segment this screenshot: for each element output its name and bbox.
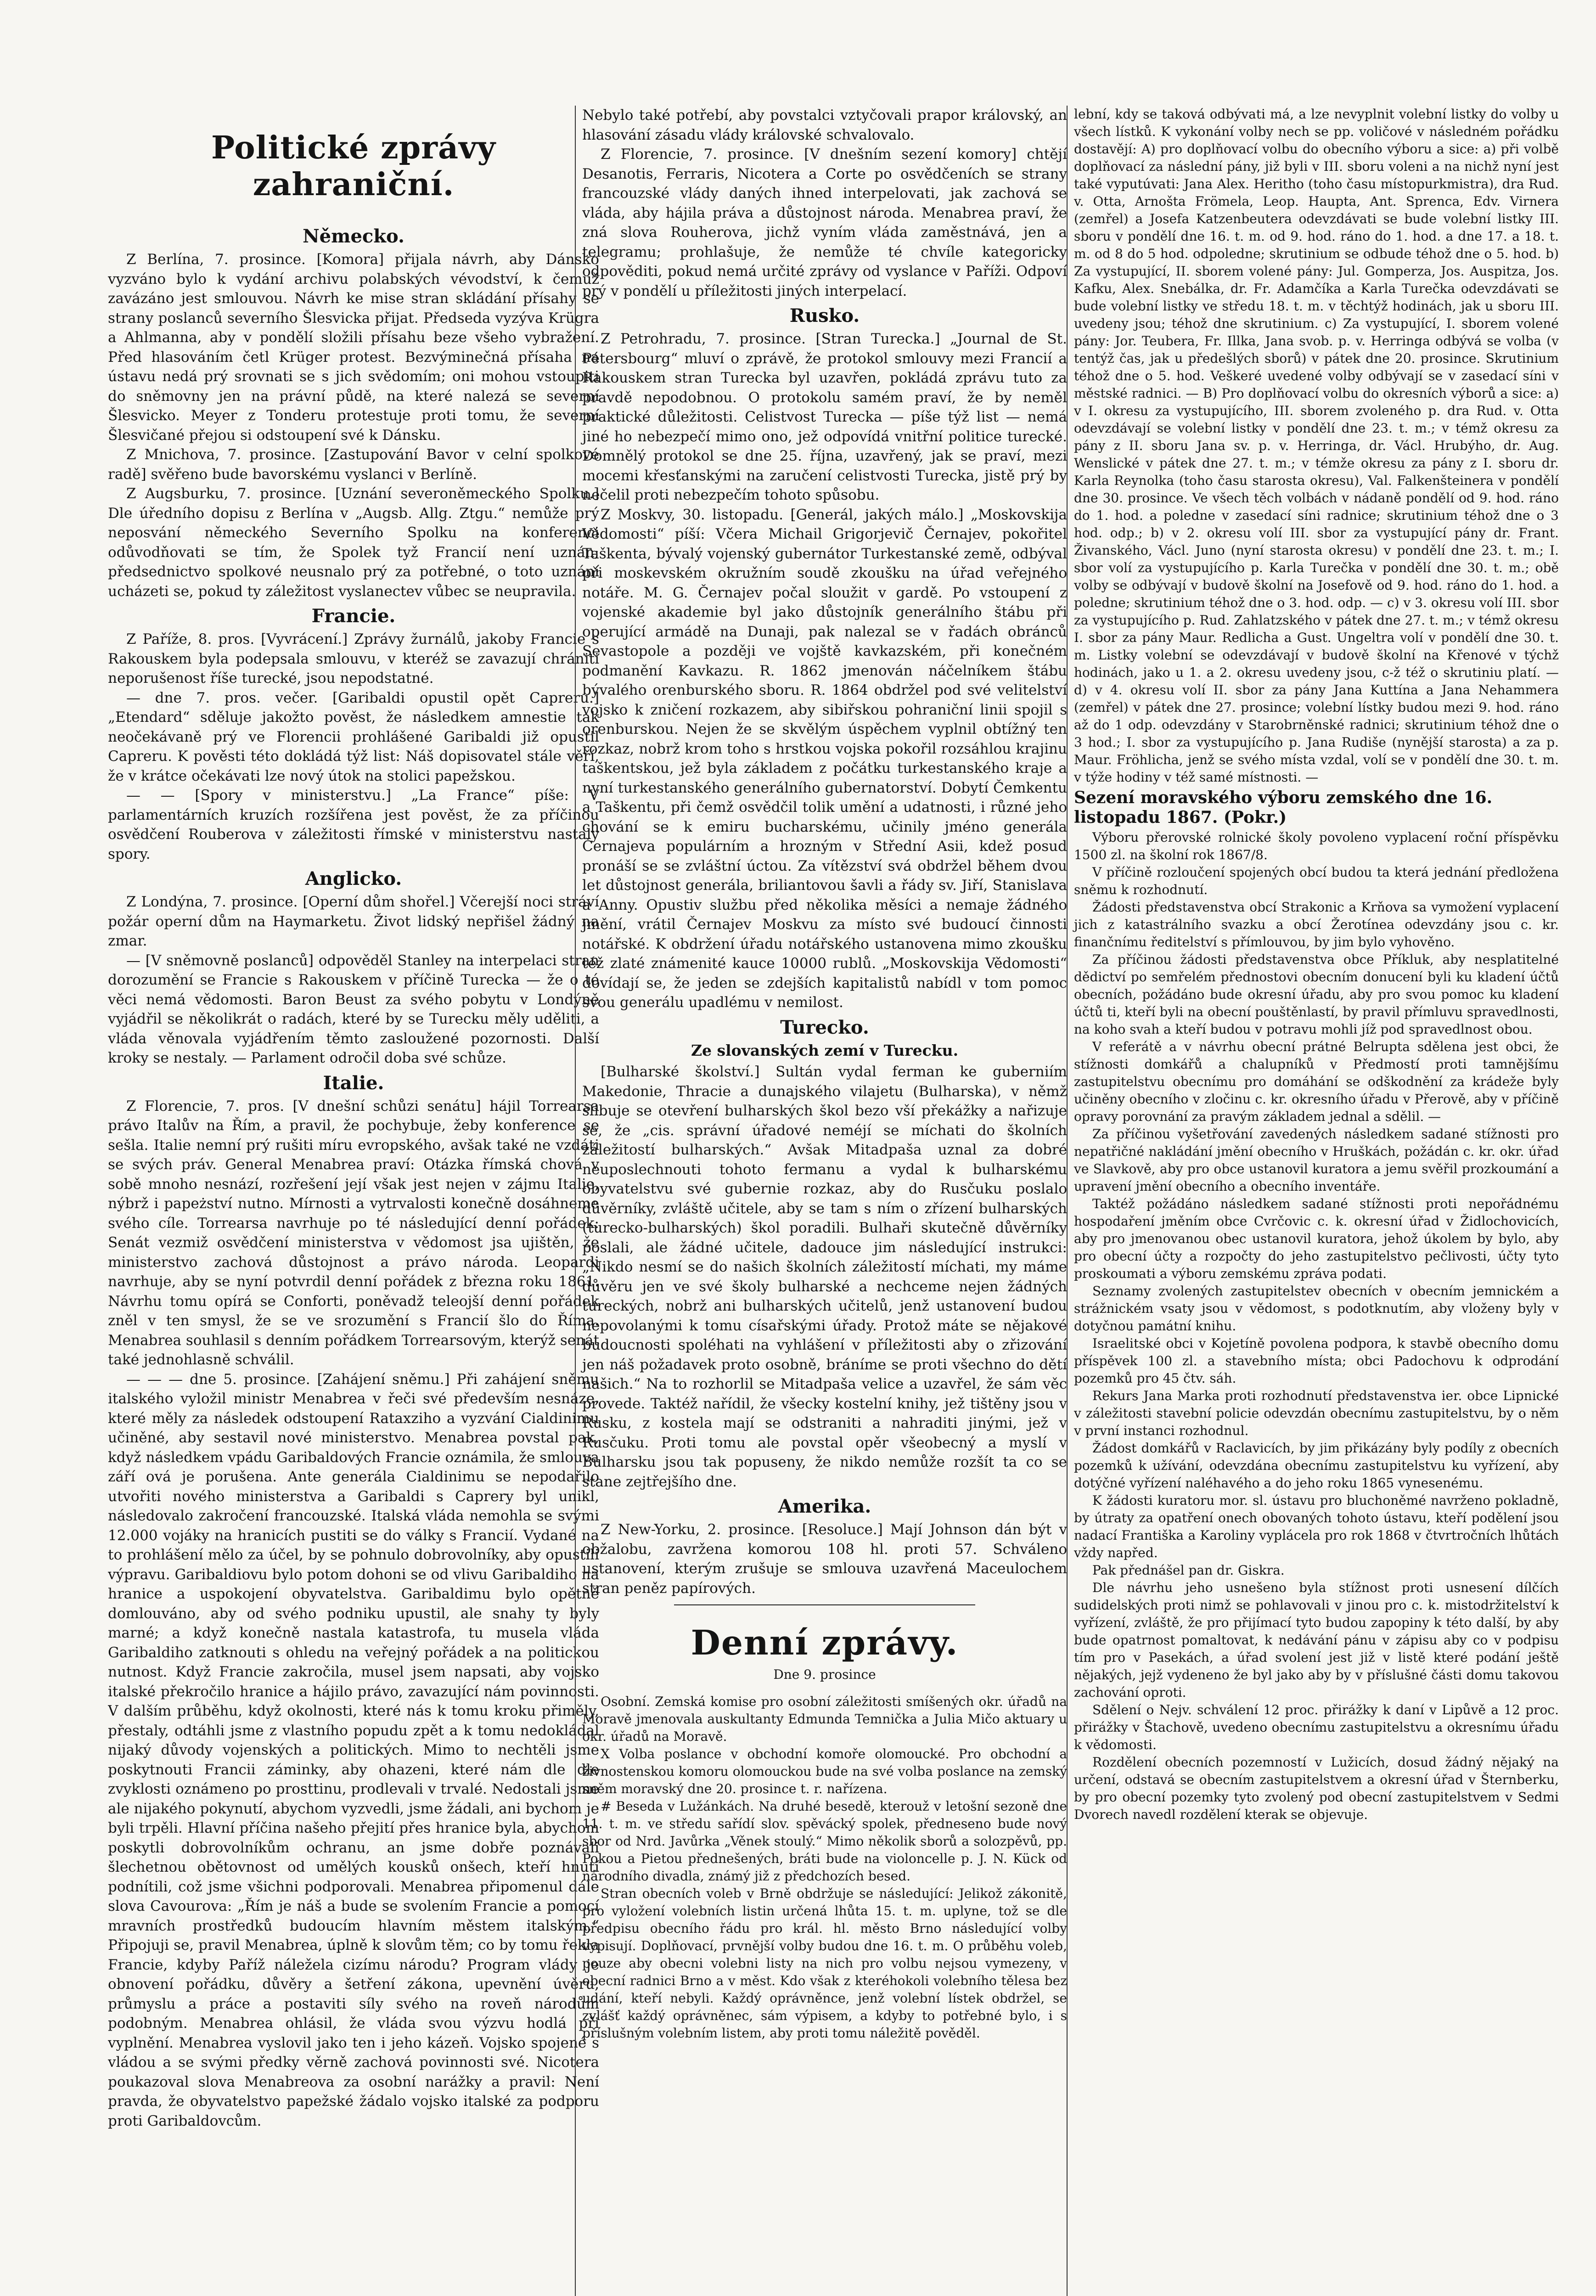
article-pariz-3: — — [Spory v ministerstvu.] „La France“ píše: V parlamentárních kruzích rozšířena jest pověst, že za příčinou osvědčení Rouberova v záležitosti římské v ministerstvu nastaly spory. [108, 787, 599, 862]
article-pariz-1: Z Paříže, 8. pros. [Vyvrácení.] Zprávy žurnálů, jakoby Francie s Rakouskem byla podepsala smlouvu, v kteréž se zavazují chrániti neporušenost říše turecké, jsou nepodstatné. [108, 631, 599, 687]
item-1: Výboru přerovské rolnické školy povoleno vyplacení roční příspěvku 1500 zl. na školní rok 1867/8. [1074, 830, 1559, 862]
heading-rusko: Rusko. [789, 305, 860, 326]
column-2 [575, 106, 1067, 2296]
heading-sezeni-vyboru: Sezení moravského výboru zemského dne 16. listopadu 1867. (Pokr.) [1074, 788, 1493, 827]
divider [674, 1604, 975, 1605]
article-new-york: Z New-Yorku, 2. prosince. [Resoluce.] Mají Johnson dán být v obžalobu, zavržena komorou 108 hl. proti 57. Schváleno ustanovení, kterým zrušuje se smlouva uzavřená Maceulochem stran peněz papírových. [582, 1521, 1067, 1597]
item-6: Za příčinou vyšetřování zavedených následkem sadané stížnosti pro nepatřičné nakládání jmění obecního v Hruškách, požádán c. kr. okr. úřad ve Slavkově, aby pro obce ustanovil kuratora a jemu svěřil prozkoumání a upravení jmění obecního a obecního inventáře. [1074, 1126, 1559, 1194]
item-5: V referátě a v návrhu obecní prátné Belrupta sdělena jest obci, že stížnosti domkářů a chalupníků v Předmostí proti tamnějšímu zastupitelstvu obecnímu pro domáhání se odškodnění za krádeže byly učiněny obecního v zločinu c. kr. okresního úřadu v Přerově, aby v příčině opravy porovnání za pravým základem jednal a sdělil. — [1074, 1039, 1559, 1124]
article-volby-pokr: lební, kdy se taková odbývati má, a lze nevyplnit volební listky do volby u všech lístků. K vykonání volby nech se pp. voličové v následném pořádku dostavějí: A) pro doplňovací volbu do obecního výboru a sice: a) při volbě doplňovací za následní pány, již byli v III. sboru voleni a na nichž nyní jest také vyputúvati: Jana Alex. Heritho (toho času místopurkmistra), dra Rud. v. Otta, Arnošta Frömela, Leop. Haupta, Ant. Sprenca, Edv. Virnera (zemřel) a Josefa Katzenbeutera odevzdávati se bude volební listky III. sboru v pondělí dne 16. t. m. od 9. hod. ráno do 1. hod. a dne 17. a 18. t. m. od 8 do 5 hod. odpoledne; skrutinium se odbude téhož dne o 5. hod. b) Za vystupující, II. sborem volené pány: Jul. Gomperza, Jos. Auspitza, Jos. Kafku, Alex. Snebálka, dr. Fr. Adamčíka a Karla Turečka odevzdávati se bude volební listky ve středu 18. t. m. v těchtýž hodinách, jak u sboru III. uvedeny jsou; téhož dne skrutinium. c) Za vystupující, I. sborem volené pány: Jor. Teubera, Fr. Illka, Jana svob. p. v. Herringa odbývá se volba (v tentýž čas, jak u předešlých sborů) v pátek dne 20. prosince. Skrutinium téhož dne o 5. hod. Veškeré uvedené volby odbývají se v zasedací síni v městské radnici. — B) Pro doplňovací volbu do okresních výborů a sice: a) v I. okresu za vystupujícího, III. sborem zvoleného p. dra Rud. v. Otta odevzdávají se volební listky v pondělí dne 23. t. m.; v témž okresu za pány z II. sboru Jana sv. p. v. Herringa, dr. Václ. Hrubýho, dr. Aug. Wenslické v pátek dne 27. t. m.; v témže okresu za pány z I. sboru dr. Karla Reynolka (toho času starosta okresu), Val. Falkenšteinera v pondělí dne 30. prosince. Ve všech těch volbách v nádaně pondělí od 9. hod. ráno do 1. hod. a poledne v zasedací síni radnice; skrutinium téhož dne o 3 hod. odp.; b) v 2. okresu volí III. sbor za vystupující pány dr. Frant. Živanského, Václ. Juno (nyní starosta okresu) v pondělí dne 23. t. m.; I. sbor volí za vystupujícího p. Karla Turečka v pondělí dne 30. t. m.; obě volby se odbývají v budově školní na Josefově od 9. hod. ráno do 1. hod. a poledne; skrutinium téhož dne o 3. hod. odp. — c) v 3. okresu volí III. sbor za vystupujícího p. Rud. Zahlatzského v pátek dne 27. t. m.; v témž okresu I. sbor za pány Maur. Redlicha a Gust. Ungeltra volí v pondělí dne 30. t. m. Listky volební se odevzdávají v budově školní na Křenové v týchž hodinách, jako u 1. a 2. okresu uvedeny jsou, c-ž též o skrutiniu platí. — d) v 4. okresu volí II. sbor za pány Jana Kuttína a Jana Nehammera (zemřel) v pátek dne 27. prosince; volební lístky budou mezi 9. hod. ráno až do 1 odp. odevzdány v Starobrněnské radnici; skrutinium téhož dne o 3 hod.; I. sbor za vystupujícího p. Jana Rudiše (nynější starosta) a za p. Maur. Fröhlicha, jenž se svého místa vzdal, volí se v pondělí dne 30. t. m. v týže hodiny v též samé místnosti. — [1074, 107, 1559, 785]
heading-nemecko: Německo. [303, 225, 405, 247]
item-14: Dle návrhu jeho usnešeno byla stížnost proti usnesení dílčích sudidelských proti nimž se pohlavovali v jinou pro c. k. mistodržitelství k vyřízení, zvláště, že pro přijímací tyto budou zapopiny k této další, by aby bude opatrnost pomaltovat, k nedávání pánu v zápisu aby co v podpisu tím pro v Pasekách, a úřad svolení jest již v listě které podání ještě nějakých, jejž vydeneno že byl jako aby by v příslušné části domu takovou zachování oproti. [1074, 1580, 1559, 1700]
column-1 [108, 106, 599, 2296]
news-beseda: # Beseda v Lužánkách. Na druhé besedě, kterouž v letošní sezoně dne 11. t. m. ve středu sařídí slov. spěvácký spolek, předneseno bude nový sbor od Nrd. Javůrka „Věnek stoulý.“ Mimo několik sborů a solozpěvů, pp. Pokou a Pietou přednešených, bráti bude na violoncelle p. J. N. Kück od národního divadla, známý již z předchozích besed. [582, 1798, 1067, 1884]
article-londyn-2: — [V sněmovně poslanců] odpověděl Stanley na interpelaci stran dorozumění se Francie s Rakouskem v příčině Turecka — že o té věci nemá vědomosti. Baron Beust za svého pobytu v Londýně vyjádřil se několikrát o radách, které by se Turecku měly uděliti, a vláda věnovala vyjádřením těmto zasloužené pozornosti. Další kroky se nestaly. — Parlament odročil doba své schůze. [108, 952, 599, 1066]
item-16: Rozdělení obecních pozemností v Lužicích, dosud žádný nějaký na určení, odstavá se obecním zastupitelstvem a okresní úřad v Šternberku, by pro obecní pozemky tyto zvolený pod obecní zastupitelstvem v Sedmi Dvorech navedl rozdělení kterak se objevuje. [1074, 1755, 1559, 1822]
item-12: K žádosti kuratoru mor. sl. ústavu pro bluchoněmé navrženo pokladně, by útraty za opatření onech obovaných tohoto ústavu, kteří podělení jsou nadací Františka a Karoliny vyplácela pro rok 1868 v čtvrtročních lhůtách vždy napřed. [1074, 1493, 1559, 1560]
article-continuation: Nebylo také potřebí, aby povstalci vztyčovali prapor královský, an hlasování zásadu vlády královské schvalovalo. [582, 107, 1067, 143]
article-bulharske-skolstvi: [Bulharské školství.] Sultán vydal ferman ke guberniím Makedonie, Thracie a dunajského vilajetu (Bulharska), v němž slibuje se otevření bulharských škol bezo vší překážky a nařizuje se, že „cis. správní úřadové neméjí se míchati do školních záležitostí bulharských.“ Avšak Mitadpaša uznal za dobré neuposlechnouti tohoto fermanu a vydal k bulharskému obyvatelstvu své gubernie rozkaz, aby do Rusčuku poslalo důvěrníky, zvláště učitele, aby se tam s ním o zřízení bulharských (turecko-bulharských) škol poradili. Bulhaři skutečně důvěrníky poslali, ale žádné učitele, dadouce jim následující instrukci: „Nikdo nesmí se do našich školních záležitostí míchati, my máme důvěru jen ve své školy bulharské a nechceme nejen žádných tureckých, nobrž ani bulharských učitelů, jenž ustanovení budou nepovolanými k tomu císařskými úřady. Protož máte se nějakové budoucnosti spoléhati na vyhlášení v příležitosti aby o zřizování jen náš požadavek proto osobně, bráníme se proti všechno do dětí našich.“ Na to rozhorlil se Mitadpaša velice a uzavřel, že sám věc provede. Taktéž nařídil, že všecky kostelní knihy, jež tištěny jsou v Rusku, z kostela mají se odstraniti a nahraditi jinými, jež v Rusčuku. Proti tomu ale povstal opěr všeobecný a myslí v Bulharsku jsou tak popuseny, že nikdo nemůže rozšít ta co se stane zejtřejšího dne. [582, 1064, 1067, 1490]
article-florencie-1: Z Florencie, 7. pros. [V dnešní schůzi senátu] hájil Torrearsa právo Italův na Řím, a pravil, že pochybuje, žeby konference se sešla. Italie nemní prý rušiti míru evropského, avšak také ne vzdáti se svých práv. General Menabrea praví: Otázka římská chová v sobě mnoho nesnází, rozřešení její však jest nejen v zájmu Italie, nýbrž i papeżství nutno. Mírnosti a vytrvalosti konečně dosáhneme svého cíle. Torrearsa navrhuje po té následující denní pořádek: Senát vezmiž osvědčení ministerstva v vědomost jsa ujištěn, že ministerstvo zachová důstojnost a právo národa. Leopardi navrhuje, aby se nyní potvrdil denní pořádek z března roku 1861. Návrhu tomu opírá se Conforti, poněvadž teleojší denní pořádek zněl v ten smysl, že se ve srozumění s Francií šlo do Říma. Menabrea souhlasil s denním pořádkem Torrearsovým, kterýž senát také jednohlasně schválil. [108, 1097, 599, 1368]
article-pariz-2: — dne 7. pros. večer. [Garibaldi opustil opět Capreru.] „Etendard“ sděluje jakožto pověst, že následkem amnestie tak neočekávaně prý ve Florencii prohlášené Garibaldi již opustil Capreru. K pověsti této dokládá týž list: Náš dopisovatel stále věří, že v krátce očekávati lze nový útok na stolici papežskou. [108, 689, 599, 784]
heading-denni-zpravy: Denní zprávy. [691, 1623, 959, 1663]
article-florencie-3: Z Florencie, 7. prosince. [V dnešním sezení komory] chtějí Desanotis, Ferraris, Nicotera a Corte po osvědčeních se strany francouzské vlády daných ihned interpelovati, jak zachová se vláda, aby hájila práva a důstojnost národa. Menabrea praví, že zná slova Rouherova, jichž vyním vláda zaměstnává, jen a telegramu; prohlašuje, že nemůže té chvíle kategoricky odpověditi, pokud nemá určité zprávy od vyslance v Paříži. Odpoví prý v pondělí u příležitosti jiných interpelací. [582, 146, 1067, 299]
article-florencie-2: — — — dne 5. prosince. [Zahájení sněmu.] Při zahájení sněmu italského vyložil ministr Menabrea v řeči své především nesnáze, které měly za následek odstoupení Rataxziho a vyzvání Cialdinimu učiněné, aby sestavil nové ministerstvo. Menabrea povstal pak, když následkem vpádu Garibaldových Francie oznámila, že smlouva září ová je porušena. Ante generála Cialdinimu se nepodařilo utvořiti nového ministerstva a Garibaldi s Caprery byl unikl, následovalo zakročení francouzské. Italská vláda nemohla se svými 12.000 vojáky na hranicích pustiti se do války s Francií. Vydané na to prohlášení mělo za účel, by se pohnulo dobrovolníky, aby opustili výpravu. Garibaldiovu bylo potom dohoni se od vlivu Garibaldiho na hranice a uspokojení obyvatelstva. Garibaldimu bylo opětně domlouváno, aby od svého podniku upustil, ale snahy ty byly marné; a když konečně nastala katastrofa, tu musela vláda Garibaldiho zatknouti s ohledu na veřejný pořádek a na politickou nutnost. Když Francie zakročila, musel jsem napsati, aby vojsko italské překročilo hranice a hájilo právo, zavazující nám povinnosti. V dalším průběhu, když okolnosti, které nás k tomu kroku přiměly, přestaly, odtáhli jsme z vlastního popudu zpět a k tomu nedokládal nijaký důvody vojenských a politických. Mimo to nechtěli jsme poskytnouti Francii záminky, aby ohazeni, které nám dle dle zvyklosti oznámeno po prosttinu, prodlevali v trvalé. Nedostali jsme ale nijakého pokynutí, abychom vyzvedli, jsme žádali, ani bychom je byli trpěli. Hlavní příčina našeho přejití přes hranice byla, abychom poskytli dobrovolníkům ochranu, an jsme dobře poznávali šlechetnou obětovnost od umělých kousků onšech, kteří hnutí podnítili, což jsme všichni podporovali. Menabrea připomenul dále slova Cavourova: „Řím je náš a bude se svolením Francie a pomocí mravních prostředků budoucím hlavním městem italským.“ Připojuji se, pravil Menabrea, úplně k slovům těm; co by tomu řekla Francie, kdyby Paříž náležela cizímu národu? Program vlády je obnovení pořádku, důvěry a šetření zákona, upevnění úvěru, průmyslu a práce a postaviti síly svého na roveň národům podobným. Menabrea ohlásil, že vláda svou výzvu hodlá při vyplnění. Menabrea vyslovil jako ten i jeho kázeň. Vojsko spojené s vládou a se svými předky věrně zachová povinnosti své. Nicotera poukazoval slova Menabreova za osobní narážky a pravil: Není pravda, že obyvatelstvo papežské žádalo vojsko italské za podporu proti Garibaldovcům. [108, 1371, 599, 2129]
date-line: Dne 9. prosince [773, 1667, 876, 1682]
heading-italie: Italie. [323, 1072, 384, 1094]
article-augsburk: Z Augsburku, 7. prosince. [Uznání severoněmeckého Spolku.] Dle úředního dopisu z Berlína v „Augsb. Allg. Ztgu.“ nemůže prý neposvání německého Severního Spolku na konferenci odůvodňovati se tím, že Spolek tyž Francií není uznán; předsednictvo spolkové neusnalo prý za potřebné, o toto uznání ucházeti se, pokud ty záležitost vyslanectev vůbec se neupravila. [108, 485, 599, 600]
item-13: Pak přednášel pan dr. Giskra. [1092, 1563, 1285, 1578]
item-7: Taktéž požádáno následkem sadané stížnosti proti nepořádnému hospodaření jměním obce Cvrčovic c. k. okresní úřad v Židlochovicích, aby pro jmenovanou obec ustanovil kuratora, jehož úkolem by bylo, aby pro obecní účty a rozpočty do jeho zastupitelstvo pečlivosti, účty tyto proskoumati a výboru zemskému zpráva podati. [1074, 1196, 1559, 1281]
heading-anglicko: Anglicko. [305, 868, 402, 889]
news-obecni-volby: Stran obecních voleb v Brně obdržuje se následující: Jelikož zákonitě, pro vyložení volebních listin určená lhůta 15. t. m. uplyne, tož se dle předpisu obecního řádu pro král. hl. město Brno následující volby vypisují. Doplňovací, prvnější volby budou dne 16. t. m. O průběhu voleb, pouze aby obecni volebni listy na nich pro volbu nejsou vymezeny, v obecní radnici Brno a v měst. Kdo však z kteréhokoli volebního tělesa bez udání, kteří nebyli. Každý oprávněnce, jenž volební lístek obdržel, se zvlášť každý oprávněnec, sám výpisem, a kdyby to potřebné bylo, i s příslušným volebním listem, aby proti tomu náležitě pověděl. [582, 1885, 1067, 2041]
heading-turecko: Turecko. [780, 1016, 869, 1038]
item-10: Rekurs Jana Marka proti rozhodnutí představenstva ier. obce Lipnické v záležitosti stavební policie odevzdán obecnímu zastupitelstvu, by o něm v první instanci rozhodnul. [1074, 1388, 1559, 1438]
column-3 [1067, 106, 1559, 2296]
section-title-politicke-zpravy: Politické zprávy zahraniční. [211, 129, 496, 203]
item-15: Sdělení o Nejv. schválení 12 proc. přirážky k daní v Lipůvě a 12 proc. přirážky v Štachově, uvedeno obecnímu zastupitelstvu a okresnímu úřadu k vědomosti. [1074, 1702, 1559, 1752]
article-moskva: Z Moskvy, 30. listopadu. [Generál, jakých málo.] „Moskovskija Vědomosti“ píší: Včera Michail Grigorjevič Černajev, pokořitel Taškenta, bývalý vojenský gubernátor Turkestanské země, odbýval při moskevském okružním soudě zkoušku na úřad veřejného notáře. M. G. Černajev počal sloužit v gardě. Po vstoupení z vojenské akademie byl jako důstojník generálního štábu při operující armádě na Dunaji, pak nalezal se v řadách obránců Sevastopole a později ve vojště kavkazském, při konečném podmanění Kavkazu. R. 1862 jmenován náčelníkem štábu bývalého orenburského sboru. R. 1864 obdržel pod své velitelství vojsko k zničení rozkazem, aby sibiřskou pohraniční linii spojil s orenburskou. Nejen že se skvělým úspěchem vyplnil obtížný ten rozkaz, nobrž krom toho s hrstkou vojska pokořil rozsáhlou krajinu taškentskou, jež byla základem z počátku turkestanského kraje a nyní turkestanského generálního gubernatorství. Dobytí Čemkentu a Taškentu, při čemž osvědčil tolik umění a udatnosti, i různé jeho chování se k emiru bucharskému, učinily jméno generála Černajeva populárním a hrozným v Střední Asii, kdež posud pronáší se se zvláštní úctou. Za vítězství svá obdržel během dvou let důstojnost generála, briliantovou šavli a řády sv. Jiří, Stanislava a Anny. Opustiv službu před několika měsíci a nemaje žádného jmění, vrátil Černajev Moskvu za místo své budoucí činnosti notářské. K obdržení úřadu notářského ustanovena mimo zkoušku též zlaté známenité kauce 10000 rublů. „Moskovskija Vědomosti“ dovídají se, že jeden se zdejších kapitalistů nabídl v tom pomoc svou generálu upadlému v nemilost. [582, 506, 1067, 1011]
heading-amerika: Amerika. [778, 1496, 871, 1517]
article-mnichov: Z Mnichova, 7. prosince. [Zastupování Bavor v celní spolkové radě] svěřeno bude bavorskému vyslanci v Berlíně. [108, 446, 599, 483]
subheading-slovanske-zeme: Ze slovanských zemí v Turecku. [691, 1041, 959, 1059]
heading-francie: Francie. [311, 605, 396, 627]
item-2: V příčině rozloučení spojených obcí budou ta která jednání předložena sněmu k rozhodnutí. [1074, 865, 1559, 897]
item-3: Žádosti představenstva obcí Strakonic a Krňova sa vymožení vyplacení jich z katastrálního svazku a obcí Žerotínea odevzdány jsou c. kr. finančnímu ředitelství s přímlouvou, by jim bylo vyhověno. [1074, 900, 1559, 950]
item-8: Seznamy zvolených zastupitelstev obecních v obecním jemnickém a strážnickém vsaty jsou v vědomost, s podotknutím, aby vloženy byly v dotyčnou památní knihu. [1074, 1283, 1559, 1334]
article-petrohrad: Z Petrohradu, 7. prosince. [Stran Turecka.] „Journal de St. Pétersbourg“ mluví o zprávě, že protokol smlouvy mezi Francií a Rakouskem stran Turecka byl uzavřen, pokládá zprávu tuto za pravdě nepodobnou. O protokolu samém praví, že by neměl praktické důležitosti. Celistvost Turecka — píše týž list — nemá jiné ho nebezpečí mimo ono, jež odpovídá vnitřní politice turecké. Domnělý protokol se dne 25. října, uzavřený, jak se praví, mezi mocemi křesťanskými na zaručení celistvosti Turecka, jistě prý by nečelil proti nebezpečím tohoto spůsobu. [582, 331, 1067, 503]
article-londyn-1: Z Londýna, 7. prosince. [Operní dům shořel.] Včerejší noci stráví požár operní dům na Haymarketu. Život lidský nepřišel žádný na zmar. [108, 894, 599, 949]
news-osobni: Osobní. Zemská komise pro osobní záležitosti smíšených okr. úřadů na Moravě jmenovala auskultanty Edmunda Temnička a Julia Mičo aktuary u okr. úřadů na Moravě. [582, 1694, 1067, 1744]
item-11: Žádost domkářů v Raclavicích, by jim přikázány byly podíly z obecních pozemků k užívání, odevzdána obecnímu zastupitelstvu ku vyřízení, aby dotýčné vyřízení naléhavého a do jeho roku 1865 vynesenému. [1074, 1441, 1559, 1491]
item-4: Za příčinou žádosti představenstva obce Příkluk, aby nesplatitelné dědictví po semřelém přednostovi obecním donucení byli ku kladení účtů obecních, požádáno bude okresní úřadu, aby pro svou pomoc ku kladení účtů ti, kteří byli na obecní pouštěnlastí, by pravil přímluvu spravedlnosti, na koho svah a kteří budou v potravu mohli jíž pod spravedlnost obou. [1074, 952, 1559, 1037]
article-berlin: Z Berlína, 7. prosince. [Komora] přijala návrh, aby Dánsko vyzváno bylo k vydání archivu polabských vévodství, k čemuž zavázáno jest smlouvou. Návrh ke mise stran skládání přísahy se strany poslanců severního Šlesvicka přijat. Předseda vyzýva Krügra a Ahlmanna, aby v pondělí složili přísahu beze všeho vybražení. Před hlasováním četl Krüger protest. Bezvýminečná přísaha na ústavu nedá prý srovnati se s jich svědomím; oni mohou vstoupiti do sněmovny jen na právní půdě, na které nalezá se severní Šlesvicko. Meyer z Tonderu protestuje proti tomu, že severní Šlesvičané přejou si odstoupení své k Dánsku. [108, 251, 599, 444]
item-9: Israelitské obci v Kojetíně povolena podpora, k stavbě obecního domu příspěvek 100 zl. a stavebního místa; obci Padochovu k odprodání pozemků pro 45 čtv. sáh. [1074, 1336, 1559, 1386]
news-volba-poslance: X Volba poslance v obchodní komoře olomoucké. Pro obchodní a živnostenskou komoru olomouckou bude na své volba poslance na zemský sněm moravský dne 20. prosince t. r. nařízena. [582, 1746, 1067, 1796]
